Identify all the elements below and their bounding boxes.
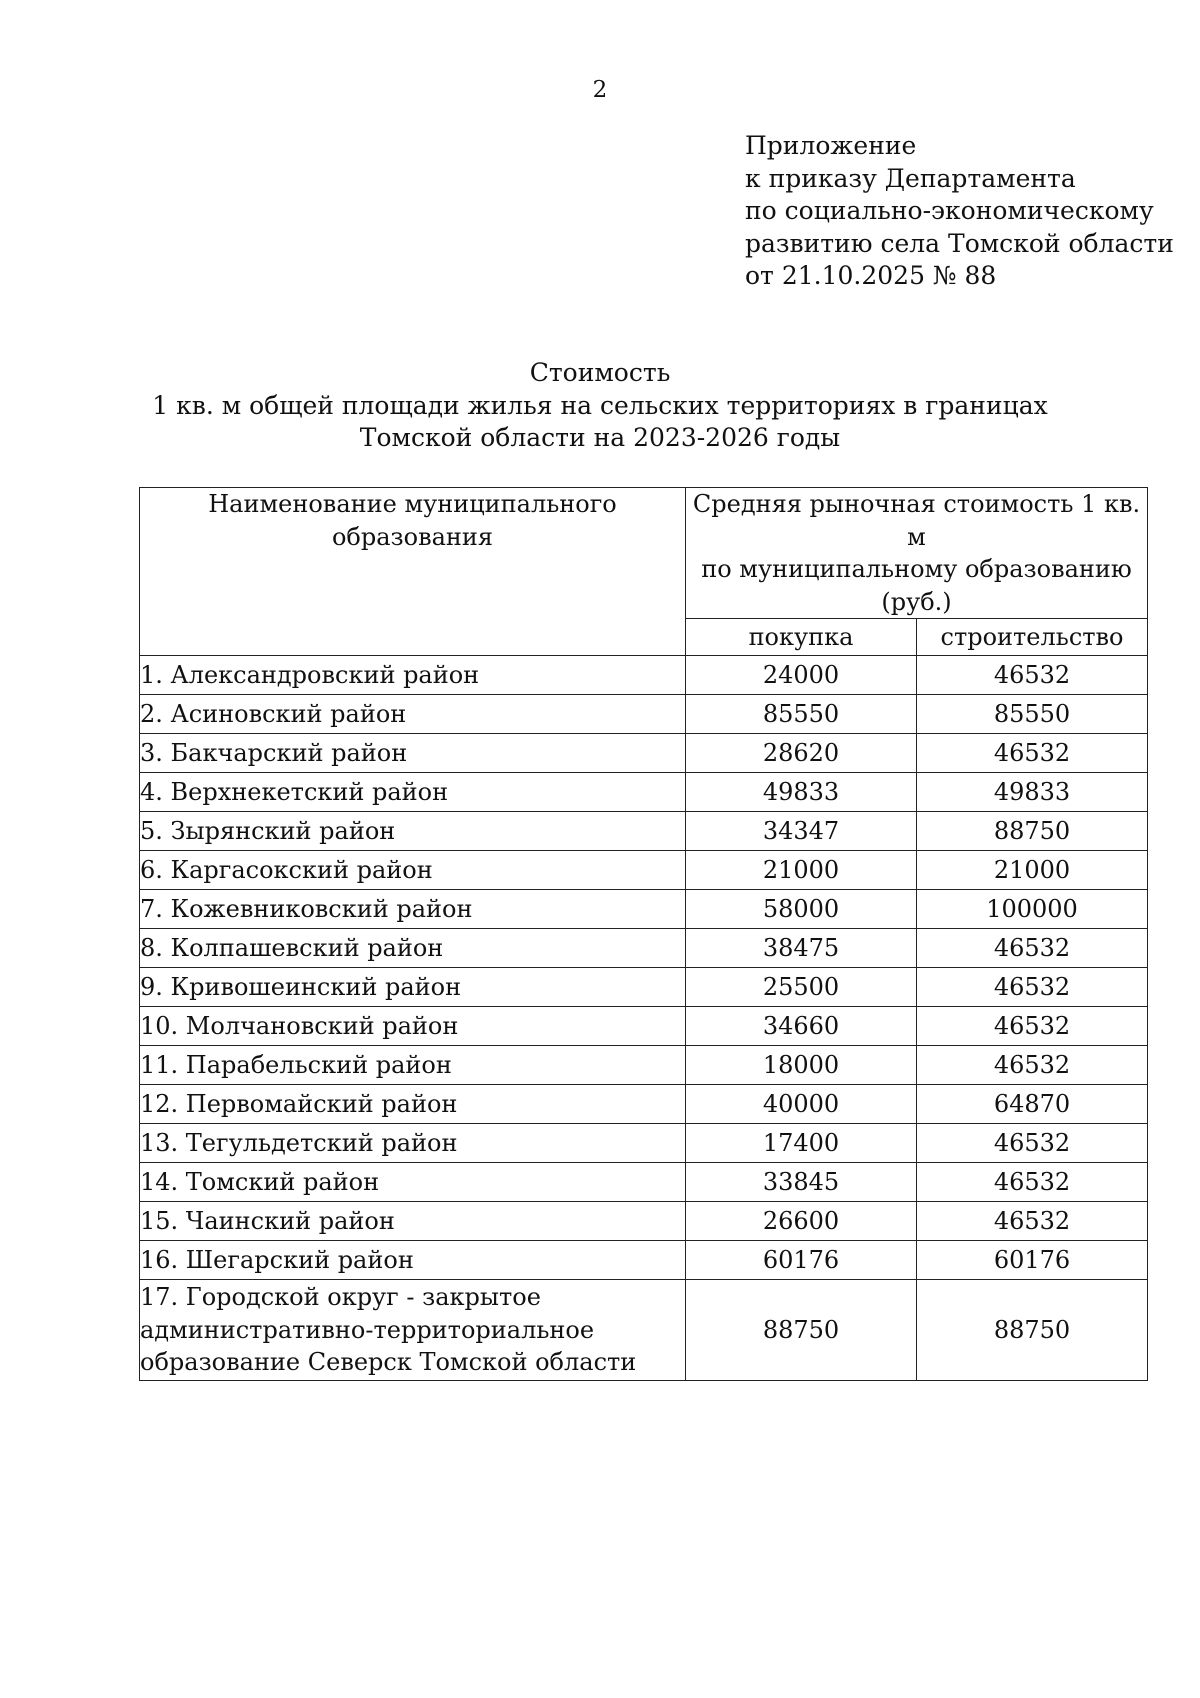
- table-row: [140, 812, 1148, 851]
- construction-price: 88750: [917, 812, 1148, 851]
- construction-price: 46532: [917, 968, 1148, 1007]
- construction-price: 21000: [917, 851, 1148, 890]
- header-price-line: (руб.): [881, 587, 952, 616]
- appendix-line: к приказу Департамента: [745, 163, 1076, 193]
- municipality-name: 11. Парабельский район: [140, 1046, 686, 1085]
- purchase-price: 58000: [686, 890, 917, 929]
- header-purchase: покупка: [686, 619, 917, 656]
- title-line: Томской области на 2023-2026 годы: [359, 423, 841, 452]
- municipality-name: 9. Кривошеинский район: [140, 968, 686, 1007]
- table-row: [140, 1124, 1148, 1163]
- table-row: [140, 1163, 1148, 1202]
- municipality-name: 14. Томский район: [140, 1163, 686, 1202]
- municipality-name: 13. Тегульдетский район: [140, 1124, 686, 1163]
- construction-price: 46532: [917, 1046, 1148, 1085]
- table-row: [140, 734, 1148, 773]
- page-number: 2: [592, 77, 608, 103]
- title-line: 1 кв. м общей площади жилья на сельских территориях в границах: [152, 390, 1048, 420]
- purchase-price: 38475: [686, 929, 917, 968]
- appendix-block: [745, 130, 1174, 293]
- purchase-price: 24000: [686, 656, 917, 695]
- purchase-price: 26600: [686, 1202, 917, 1241]
- construction-price: 88750: [917, 1280, 1148, 1381]
- header-average-price: [686, 488, 1148, 619]
- purchase-price: 18000: [686, 1046, 917, 1085]
- municipality-name: 2. Асиновский район: [140, 695, 686, 734]
- table-row: [140, 851, 1148, 890]
- municipality-name: 10. Молчановский район: [140, 1007, 686, 1046]
- header-municipality-line: Наименование муниципального: [208, 490, 617, 518]
- price-table: [139, 487, 1148, 1381]
- title-line: Стоимость: [529, 358, 671, 387]
- purchase-price: 34660: [686, 1007, 917, 1046]
- table-row: [140, 1007, 1148, 1046]
- purchase-price: 85550: [686, 695, 917, 734]
- document-title: [0, 357, 1200, 455]
- purchase-price: 34347: [686, 812, 917, 851]
- purchase-price: 21000: [686, 851, 917, 890]
- table-row: [140, 1202, 1148, 1241]
- construction-price: 85550: [917, 695, 1148, 734]
- construction-price: 46532: [917, 929, 1148, 968]
- purchase-price: 28620: [686, 734, 917, 773]
- purchase-price: 88750: [686, 1280, 917, 1381]
- header-price-line: Средняя рыночная стоимость 1 кв. м: [692, 490, 1141, 551]
- purchase-price: 60176: [686, 1241, 917, 1280]
- construction-price: 64870: [917, 1085, 1148, 1124]
- appendix-line: Приложение: [745, 131, 917, 160]
- municipality-name: 6. Каргасокский район: [140, 851, 686, 890]
- header-construction: строительство: [917, 619, 1148, 656]
- municipality-name-line: образование Северск Томской области: [140, 1348, 637, 1377]
- header-municipality: [140, 488, 686, 656]
- appendix-line: по социально-экономическому: [745, 196, 1154, 225]
- municipality-name: 3. Бакчарский район: [140, 734, 686, 773]
- municipality-name: 5. Зырянский район: [140, 812, 686, 851]
- construction-price: 46532: [917, 1007, 1148, 1046]
- table-row: [140, 929, 1148, 968]
- construction-price: 46532: [917, 656, 1148, 695]
- construction-price: 46532: [917, 1163, 1148, 1202]
- purchase-price: 17400: [686, 1124, 917, 1163]
- appendix-line: от 21.10.2025 № 88: [745, 261, 997, 290]
- table-row: [140, 1046, 1148, 1085]
- header-municipality-line: образования: [331, 522, 494, 551]
- purchase-price: 49833: [686, 773, 917, 812]
- municipality-name: 12. Первомайский район: [140, 1085, 686, 1124]
- municipality-name: 7. Кожевниковский район: [140, 890, 686, 929]
- table-row: [140, 773, 1148, 812]
- municipality-name: 4. Верхнекетский район: [140, 773, 686, 812]
- municipality-name: 15. Чаинский район: [140, 1202, 686, 1241]
- construction-price: 100000: [917, 890, 1148, 929]
- construction-price: 46532: [917, 1124, 1148, 1163]
- municipality-name: 1. Александровский район: [140, 656, 686, 695]
- municipality-name: 16. Шегарский район: [140, 1241, 686, 1280]
- table-row: [140, 656, 1148, 695]
- table-row: [140, 1280, 1148, 1381]
- purchase-price: 25500: [686, 968, 917, 1007]
- municipality-name-line: административно-территориальное: [140, 1315, 595, 1344]
- purchase-price: 33845: [686, 1163, 917, 1202]
- municipality-name: [140, 1280, 686, 1381]
- municipality-name: 8. Колпашевский район: [140, 929, 686, 968]
- table-row: [140, 695, 1148, 734]
- construction-price: 46532: [917, 1202, 1148, 1241]
- header-price-line: по муниципальному образованию: [701, 555, 1132, 583]
- appendix-line: развитию села Томской области: [745, 228, 1174, 258]
- table-row: [140, 1085, 1148, 1124]
- table-row: [140, 1241, 1148, 1280]
- table-row: [140, 968, 1148, 1007]
- municipality-name-line: 17. Городской округ - закрытое: [140, 1283, 541, 1312]
- construction-price: 49833: [917, 773, 1148, 812]
- construction-price: 46532: [917, 734, 1148, 773]
- purchase-price: 40000: [686, 1085, 917, 1124]
- construction-price: 60176: [917, 1241, 1148, 1280]
- table-row: [140, 890, 1148, 929]
